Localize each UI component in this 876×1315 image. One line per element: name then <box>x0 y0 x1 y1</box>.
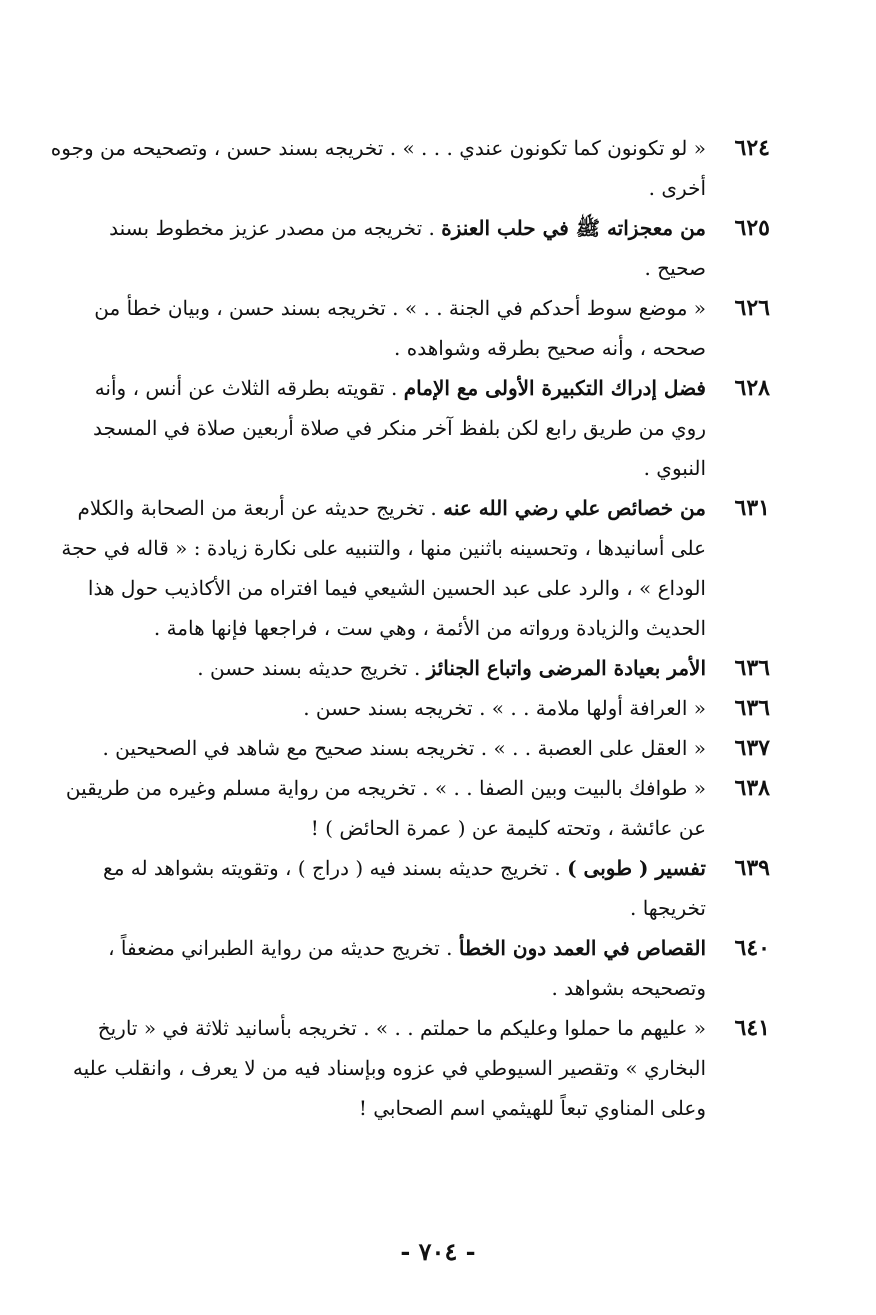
entry-description: . تخريجه من مصدر عزيز مخطوط بسند <box>109 216 442 240</box>
entry-heading: من خصائص علي رضي الله عنه <box>443 496 706 520</box>
entry-description: « العرافة أولها ملامة . . » . تخريجه بسند حسن . <box>303 696 706 720</box>
entry-description: « لو تكونون كما تكونون عندي . . . » . تخريجه بسند حسن ، وتصحيحه من وجوه <box>50 136 706 160</box>
entry-text <box>30 128 706 208</box>
index-entry <box>30 768 770 848</box>
entry-number: ٦٢٨ <box>734 375 770 401</box>
entry-line <box>30 928 706 968</box>
entry-text <box>30 288 706 368</box>
entry-line <box>30 688 706 728</box>
entry-text <box>30 648 706 688</box>
index-entry <box>30 128 770 208</box>
entry-heading: فضل إدراك التكبيرة الأولى مع الإمام <box>403 376 706 400</box>
entry-description: الحديث والزيادة ورواته من الأئمة ، وهي ست ، فراجعها فإنها هامة . <box>153 616 706 640</box>
entry-line <box>30 368 706 408</box>
entry-line <box>30 488 706 528</box>
entry-description: صححه ، وأنه صحيح بطرقه وشواهده . <box>394 336 706 360</box>
entry-description: وتصحيحه بشواهد . <box>551 976 706 1000</box>
entry-line <box>30 1048 706 1088</box>
entry-description: . تقويته بطرقه الثلاث عن أنس ، وأنه <box>94 376 404 400</box>
entry-line <box>30 128 706 168</box>
entry-line <box>30 888 706 928</box>
entry-line <box>30 848 706 888</box>
entry-line <box>30 448 706 488</box>
index-entry <box>30 648 770 688</box>
entry-description: أخرى . <box>648 176 706 200</box>
entry-line <box>30 248 706 288</box>
entry-number: ٦٢٥ <box>734 215 770 241</box>
index-entry <box>30 368 770 488</box>
entry-description: عن عائشة ، وتحته كليمة عن ( عمرة الحائض ) ! <box>310 816 706 840</box>
index-entry <box>30 688 770 728</box>
entry-text <box>30 368 706 488</box>
entry-number: ٦٣٧ <box>734 735 770 761</box>
index-entry <box>30 1008 770 1128</box>
entry-heading: القصاص في العمد دون الخطأ <box>458 936 706 960</box>
entry-description: . تخريج حديثه بسند فيه ( دراج ) ، وتقويته بشواهد له مع <box>103 856 568 880</box>
entry-description: « العقل على العصبة . . » . تخريجه بسند صحيح مع شاهد في الصحيحين . <box>102 736 706 760</box>
index-page <box>30 128 770 1128</box>
index-entry <box>30 928 770 1008</box>
entry-description: الوداع » ، والرد على عبد الحسين الشيعي فيما افتراه من الأكاذيب حول هذا <box>87 576 706 600</box>
entry-text <box>30 1008 706 1128</box>
entry-description: « عليهم ما حملوا وعليكم ما حملتم . . » . تخريجه بأسانيد ثلاثة في « تاريخ <box>97 1016 706 1040</box>
entry-number: ٦٣٨ <box>734 775 770 801</box>
entry-number: ٦٢٦ <box>734 295 770 321</box>
entry-number: ٦٤١ <box>734 1015 770 1041</box>
entry-line <box>30 968 706 1008</box>
entry-description: النبوي . <box>643 456 706 480</box>
entry-description: . تخريج حديثه من رواية الطبراني مضعفاً ، <box>108 936 459 960</box>
entry-number: ٦٤٠ <box>734 935 770 961</box>
entry-line <box>30 1088 706 1128</box>
entry-number: ٦٣٩ <box>734 855 770 881</box>
entry-text <box>30 208 706 288</box>
entry-line <box>30 328 706 368</box>
entry-text <box>30 728 706 768</box>
entry-line <box>30 608 706 648</box>
entry-line <box>30 648 706 688</box>
entry-description: البخاري » وتقصير السيوطي في عزوه وبإسناد فيه من لا يعرف ، وانقلب عليه <box>72 1056 706 1080</box>
entry-description: . تخريج حديثه بسند حسن . <box>197 656 427 680</box>
entry-line <box>30 568 706 608</box>
index-entry <box>30 488 770 648</box>
entry-number: ٦٣١ <box>734 495 770 521</box>
entry-description: وعلى المناوي تبعاً للهيثمي اسم الصحابي ! <box>358 1096 706 1120</box>
index-entry <box>30 848 770 928</box>
index-entry <box>30 208 770 288</box>
entry-text <box>30 688 706 728</box>
entry-text <box>30 928 706 1008</box>
entry-description: روي من طريق رابع لكن بلفظ آخر منكر في صلاة أربعين صلاة في المسجد <box>92 416 706 440</box>
entry-line <box>30 408 706 448</box>
index-entry <box>30 728 770 768</box>
entry-text <box>30 848 706 928</box>
entry-description: صحيح . <box>644 256 706 280</box>
entry-heading: تفسير ( طوبى ) <box>567 856 706 880</box>
entry-number: ٦٣٦ <box>734 655 770 681</box>
entry-heading: من معجزاته ﷺ في حلب العنزة <box>441 216 706 240</box>
entry-line <box>30 528 706 568</box>
entry-line <box>30 288 706 328</box>
entry-description: . تخريج حديثه عن أربعة من الصحابة والكلام <box>77 496 444 520</box>
entry-number: ٦٢٤ <box>734 135 770 161</box>
entry-line <box>30 808 706 848</box>
entry-text <box>30 488 706 648</box>
entry-line <box>30 768 706 808</box>
entry-description: على أسانيدها ، وتحسينه باثنين منها ، والتنبيه على نكارة زيادة : « قاله في حجة <box>61 536 706 560</box>
entry-description: تخريجها . <box>629 896 706 920</box>
index-entry <box>30 288 770 368</box>
entry-line <box>30 208 706 248</box>
entry-line <box>30 1008 706 1048</box>
entry-description: « طوافك بالبيت وبين الصفا . . » . تخريجه من رواية مسلم وغيره من طريقين <box>65 776 706 800</box>
page-number: - ٧٠٤ - <box>400 1237 476 1266</box>
entry-description: « موضع سوط أحدكم في الجنة . . » . تخريجه بسند حسن ، وبيان خطأ من <box>94 296 706 320</box>
entry-text <box>30 768 706 848</box>
entry-heading: الأمر بعيادة المرضى واتباع الجنائز <box>426 656 706 680</box>
entry-line <box>30 168 706 208</box>
entry-number: ٦٣٦ <box>734 695 770 721</box>
entry-line <box>30 728 706 768</box>
